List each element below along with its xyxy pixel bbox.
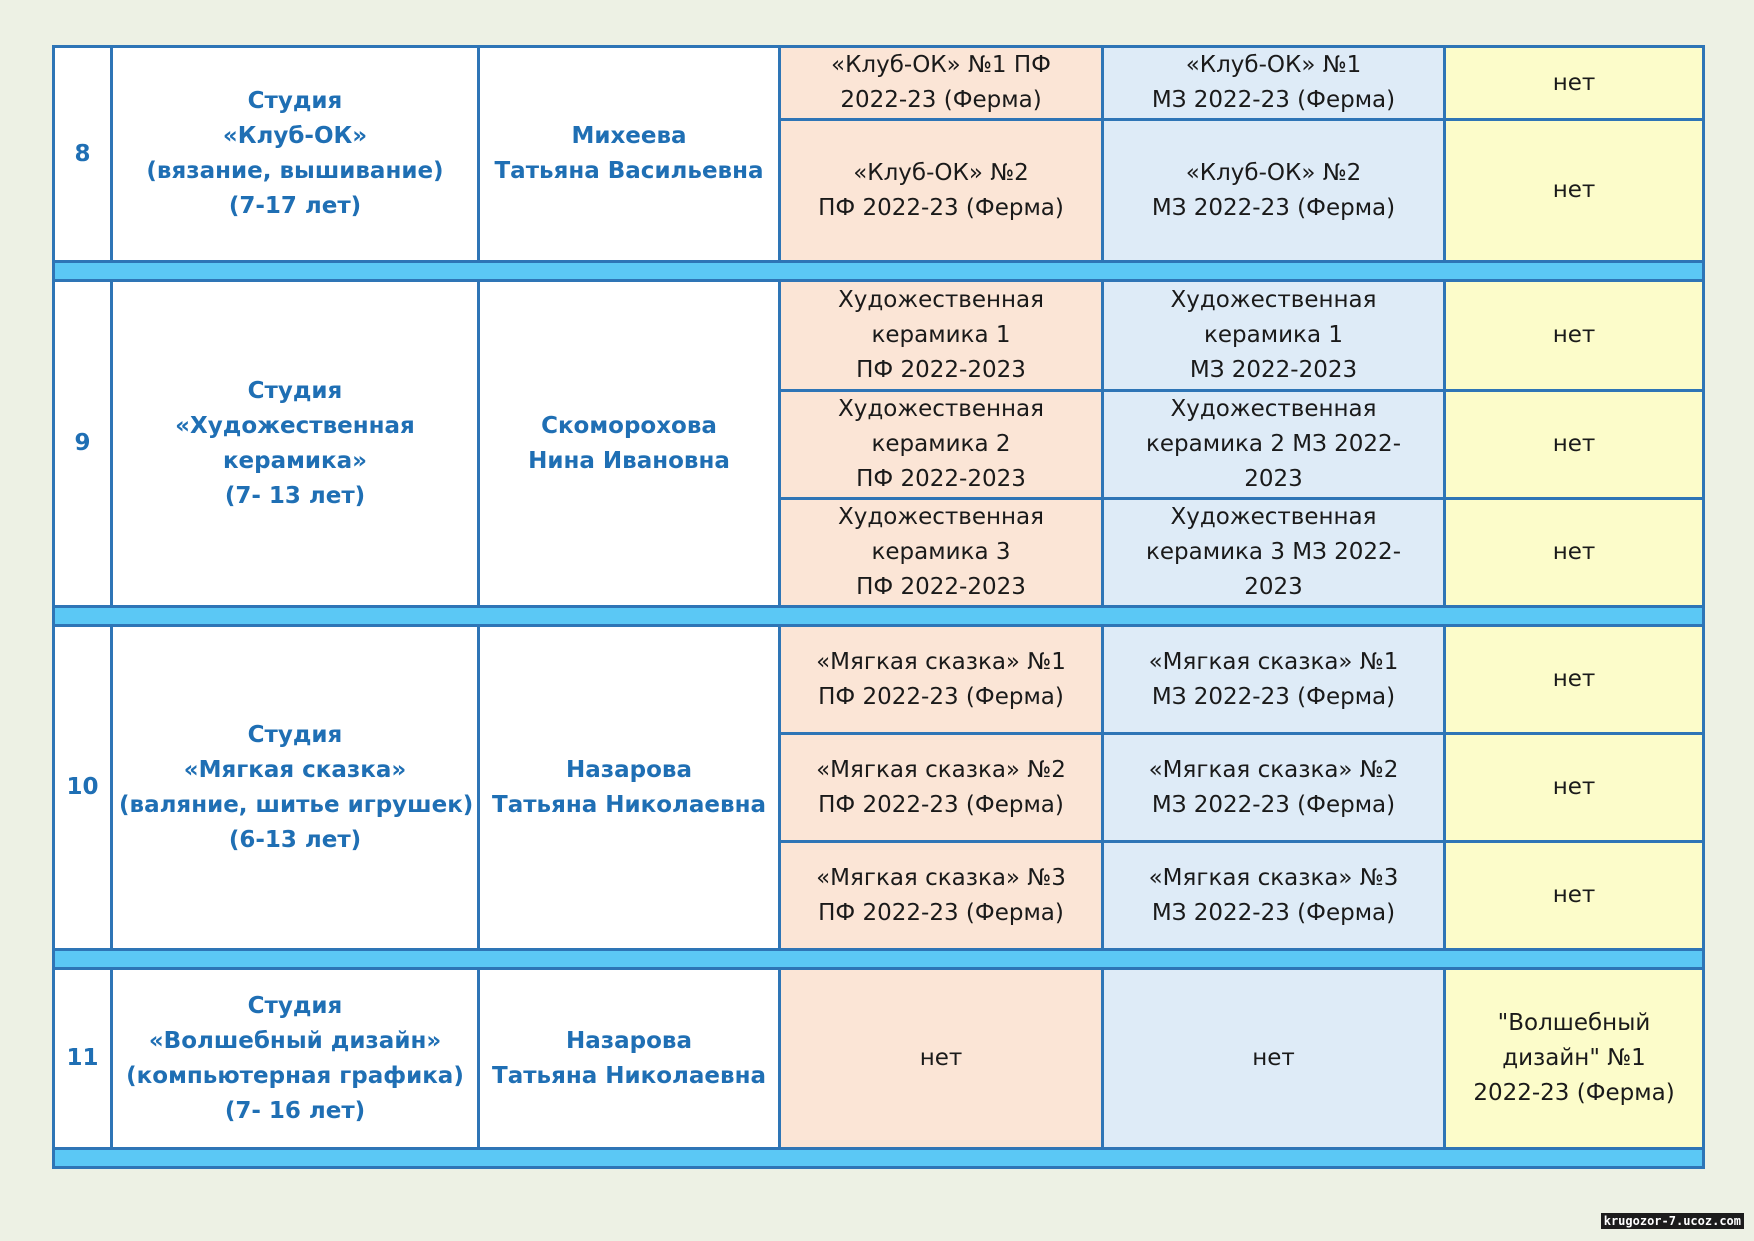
- pf-program-line: ПФ 2022-23 (Ферма): [818, 683, 1064, 710]
- mz-program-line: «Мягкая сказка» №1: [1148, 648, 1399, 675]
- pf-program-cell: [780, 120, 1103, 262]
- pf-program-cell: [780, 499, 1103, 607]
- pf-program-cell: [780, 734, 1103, 842]
- studio-name-line: Студия: [247, 721, 343, 748]
- pf-program-line: ПФ 2022-2023: [856, 357, 1026, 383]
- pf-program-line: ПФ 2022-23 (Ферма): [818, 899, 1064, 926]
- extra-program-cell: [1445, 281, 1704, 391]
- program-row: [54, 969, 1704, 1149]
- studio-name-line: Студия: [247, 88, 343, 114]
- extra-program-line: "Волшебный: [1497, 1010, 1651, 1036]
- studio-name-line: «Клуб-ОК»: [222, 123, 368, 149]
- extra-program-line: 2022-23 (Ферма): [1473, 1080, 1675, 1106]
- mz-program-line: Художественная: [1170, 396, 1377, 422]
- extra-program-cell: [1445, 734, 1704, 842]
- extra-program-line: дизайн" №1: [1502, 1045, 1646, 1071]
- mz-program-line: 2023: [1244, 574, 1303, 600]
- group-separator: [54, 950, 1704, 969]
- group-separator: [54, 1149, 1704, 1168]
- pf-program-line: ПФ 2022-2023: [856, 574, 1026, 600]
- pf-program-line: Художественная: [838, 504, 1044, 530]
- mz-program-line: нет: [1252, 1045, 1295, 1071]
- studio-name-line: (7- 13 лет): [224, 482, 366, 509]
- pf-program-cell: [780, 391, 1103, 499]
- group-separator-band: [54, 1149, 1704, 1168]
- pf-program-cell: [780, 626, 1103, 734]
- extra-program-line: нет: [1552, 774, 1596, 800]
- studio-name-line: «Мягкая сказка»: [183, 756, 407, 783]
- studio-number: 8: [54, 47, 112, 262]
- teacher-cell: [479, 47, 780, 262]
- mz-program-cell: [1103, 499, 1445, 607]
- extra-program-line: нет: [1552, 666, 1596, 692]
- mz-program-line: МЗ 2022-23 (Ферма): [1151, 683, 1396, 710]
- program-row: [54, 281, 1704, 391]
- extra-program-line: нет: [1552, 322, 1596, 348]
- studio-name-line: (6-13 лет): [228, 826, 362, 853]
- program-row: [54, 626, 1704, 734]
- studio-number: 10: [54, 626, 112, 950]
- program-row: [54, 47, 1704, 120]
- studio-name-line: (7-17 лет): [228, 193, 362, 219]
- extra-program-cell: [1445, 499, 1704, 607]
- studio-name-line: (компьютерная графика): [126, 1062, 464, 1089]
- studio-number: 9: [54, 281, 112, 607]
- pf-program-cell: [780, 281, 1103, 391]
- mz-program-line: керамика 3 МЗ 2022-: [1145, 539, 1401, 565]
- pf-program-line: «Клуб-ОК» №2: [853, 159, 1029, 186]
- studio-name-cell: [112, 626, 479, 950]
- mz-program-cell: [1103, 626, 1445, 734]
- studio-name-line: Студия: [247, 992, 343, 1019]
- studio-name-line: Студия: [247, 377, 343, 404]
- mz-program-cell: [1103, 391, 1445, 499]
- pf-program-cell: [780, 969, 1103, 1149]
- group-separator-band: [54, 262, 1704, 281]
- mz-program-cell: [1103, 969, 1445, 1149]
- mz-program-line: 2023: [1244, 466, 1303, 492]
- mz-program-cell: [1103, 734, 1445, 842]
- mz-program-line: «Клуб-ОК» №1: [1185, 52, 1362, 78]
- mz-program-line: МЗ 2022-23 (Ферма): [1151, 791, 1396, 818]
- mz-program-line: МЗ 2022-2023: [1189, 357, 1358, 383]
- group-separator-band: [54, 607, 1704, 626]
- teacher-cell: [479, 626, 780, 950]
- pf-program-cell: [780, 842, 1103, 950]
- programs-table-body: [54, 47, 1704, 1168]
- pf-program-line: керамика 1: [871, 322, 1011, 348]
- studio-name-line: (7- 16 лет): [224, 1097, 366, 1124]
- pf-program-line: нет: [919, 1045, 963, 1071]
- mz-program-line: Художественная: [1170, 287, 1377, 313]
- teacher-cell: [479, 969, 780, 1149]
- extra-program-cell: [1445, 120, 1704, 262]
- pf-program-line: «Мягкая сказка» №3: [816, 864, 1066, 891]
- extra-program-line: нет: [1552, 431, 1596, 457]
- extra-program-line: нет: [1552, 882, 1596, 908]
- site-watermark: krugozor-7.ucoz.com: [1601, 1213, 1744, 1229]
- pf-program-line: Художественная: [838, 396, 1044, 422]
- studio-name-line: керамика»: [222, 447, 368, 474]
- group-separator: [54, 262, 1704, 281]
- extra-program-line: нет: [1552, 69, 1596, 96]
- teacher-name-line: Татьяна Васильевна: [494, 158, 764, 184]
- teacher-name-line: Назарова: [566, 756, 692, 783]
- studio-name-cell: [112, 969, 479, 1149]
- extra-program-line: нет: [1552, 539, 1596, 565]
- mz-program-line: МЗ 2022-23 (Ферма): [1151, 899, 1396, 926]
- studio-name-line: (валяние, шитье игрушек): [119, 791, 474, 818]
- pf-program-line: «Мягкая сказка» №2: [816, 756, 1066, 783]
- mz-program-line: керамика 2 МЗ 2022-: [1145, 431, 1401, 457]
- mz-program-line: керамика 1: [1204, 322, 1343, 348]
- mz-program-cell: [1103, 47, 1445, 120]
- extra-program-cell: [1445, 47, 1704, 120]
- teacher-cell: [479, 281, 780, 607]
- pf-program-line: ПФ 2022-23 (Ферма): [818, 194, 1064, 221]
- extra-program-cell: [1445, 391, 1704, 499]
- pf-program-line: «Клуб-ОК» №1 ПФ: [831, 52, 1051, 78]
- pf-program-line: 2022-23 (Ферма): [840, 87, 1042, 113]
- teacher-name-line: Скоморохова: [541, 412, 717, 439]
- studio-name-cell: [112, 281, 479, 607]
- mz-program-line: «Клуб-ОК» №2: [1185, 159, 1362, 186]
- teacher-name-line: Михеева: [571, 123, 687, 149]
- group-separator: [54, 607, 1704, 626]
- mz-program-line: Художественная: [1170, 504, 1377, 530]
- studio-name-line: «Волшебный дизайн»: [148, 1027, 442, 1054]
- mz-program-cell: [1103, 842, 1445, 950]
- teacher-name-line: Татьяна Николаевна: [492, 791, 766, 818]
- studio-name-cell: [112, 47, 479, 262]
- studio-name-line: (вязание, вышивание): [146, 158, 444, 184]
- pf-program-cell: [780, 47, 1103, 120]
- teacher-name-line: Нина Ивановна: [528, 447, 730, 474]
- pf-program-line: «Мягкая сказка» №1: [816, 648, 1066, 675]
- mz-program-cell: [1103, 281, 1445, 391]
- teacher-name-line: Татьяна Николаевна: [492, 1062, 766, 1089]
- group-separator-band: [54, 950, 1704, 969]
- extra-program-cell: [1445, 842, 1704, 950]
- programs-table: [52, 45, 1705, 1169]
- mz-program-line: «Мягкая сказка» №2: [1148, 756, 1399, 783]
- pf-program-line: ПФ 2022-23 (Ферма): [818, 791, 1064, 818]
- mz-program-cell: [1103, 120, 1445, 262]
- studio-number: 11: [54, 969, 112, 1149]
- pf-program-line: керамика 3: [871, 539, 1011, 565]
- pf-program-line: керамика 2: [871, 431, 1011, 457]
- pf-program-line: ПФ 2022-2023: [856, 466, 1026, 492]
- teacher-name-line: Назарова: [566, 1027, 692, 1054]
- extra-program-line: нет: [1552, 177, 1596, 203]
- mz-program-line: МЗ 2022-23 (Ферма): [1151, 87, 1396, 113]
- mz-program-line: «Мягкая сказка» №3: [1148, 864, 1399, 891]
- pf-program-line: Художественная: [838, 287, 1044, 313]
- mz-program-line: МЗ 2022-23 (Ферма): [1151, 194, 1396, 221]
- studio-name-line: «Художественная: [175, 412, 415, 439]
- extra-program-cell: [1445, 626, 1704, 734]
- extra-program-cell: [1445, 969, 1704, 1149]
